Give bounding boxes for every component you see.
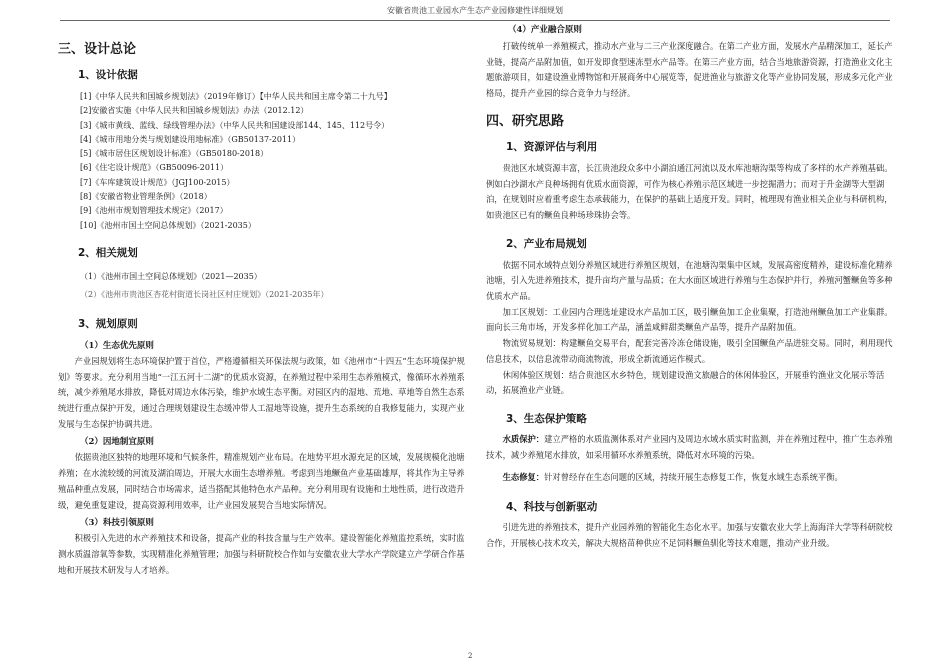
page-number: 2 [468,652,473,660]
section-title-research: 四、研究思路 [486,113,565,129]
principle-ecology-text: 产业园规划将生态环境保护置于首位，严格遵循相关环保法规与政策，如《池州市“十四五”生态环境保护规划》等要求。充分利用当地“一江五河十二湖”的优质水资源，在养殖过程中采用生态养殖模式，像循环水养殖系统，减少养殖尾水排放，降低对周边水体污染，维护水域生态平衡。对园区内的湿地、荒地、草地等自然生态系统进行重点保护开发，通过合理规划建设生态缓冲带人工湿地等设施，提升生态系统的自我修复能力，实现产业发展与生态保护协调共进。 [58,355,465,429]
layout-logistics-text: 物流贸易规划：构建鳜鱼交易平台，配套完善冷冻仓储设施，吸引全国鳜鱼产品进驻交易。同时，利用现代信息技术，以信息流带动商流物流，形成全新流通运作模式。 [486,338,893,364]
layout-breeding-text: 依据不同水域特点划分养殖区域进行养殖区规划，在池塘沟渠集中区域，发展高密度精养，建设标准化精养池塘，引入先进养殖技术，提升亩均产量与品质；在大水面区域进行养殖与生态保护并行，养殖河蟹鳜鱼等多种优质水产品。 [486,259,893,302]
basis-item: [8]《安徽省物业管理条例》（2018） [80,192,212,202]
principle-integration-text: 打破传统单一养殖模式，推动水产业与二三产业深度融合。在第二产业方面，发展水产品精深加工，延长产业链，提高产品附加值，如开发即食型速冻型水产品等。在第三产业方面，结合当地旅游资源，打造渔业文化主题旅游项目，如建设渔业博物馆和开展商务中心展览等，促进渔业与旅游文化等产业协同发展，形成多元化产业格局，提升产业园的综合竞争力与经济。 [486,41,893,99]
tech-text: 引进先进的养殖技术，提升产业园养殖的智能化生态化水平。加强与安徽农业大学上海海洋大学等科研院校合作，开展核心技术攻关，解决大规格苗种供应不足饲料鳜鱼驯化等技术难题，推动产业升级。 [486,522,893,548]
basis-item: [5]《城市居住区规划设计标准》（GB50180-2018） [80,149,269,159]
basis-list [58,90,468,233]
heading-tech: 4、科技与创新驱动 [506,501,598,514]
heading-related-plans: 2、相关规划 [78,246,138,259]
page-header [60,4,890,21]
basis-item: [2]安徽省实施《中华人民共和国城乡规划法》办法（2012.12） [80,106,309,116]
heading-principles: 3、规划原则 [78,317,138,330]
heading-resources: 1、资源评估与利用 [506,140,598,153]
layout-processing-text: 加工区规划：工业园内合理选址建设水产品加工区，吸引鳜鱼加工企业集聚，打造池州鳜鱼加工产业集群。面向长三角市场，开发多样化加工产品，涵盖咸鲜甜类鳜鱼产品等，提升产品附加值。 [486,306,893,333]
section-title-design: 三、设计总论 [58,42,137,57]
water-protection-body: 建立严格的水质监测体系对产业园内及周边水域水质实时监测，并在养殖过程中，推广生态养殖技术，减少养殖尾水排放，如采用循环水养殖系统，降低对水环境的污染。 [486,433,893,460]
basis-item: [10]《池州市国土空间总体规划》（2021-2035） [80,220,256,230]
basis-item: [4]《城市用地分类与规划建设用地标准》（GB50137-2011） [80,134,301,144]
basis-item: [9]《池州市规划管理技术规定》（2017） [80,206,228,216]
header-title: 安徽省贵池工业园水产生态产业园修建性详细规划 [387,6,563,15]
water-protection-text [486,432,898,463]
eco-restoration-label: 生态修复： [502,472,545,483]
basis-item: [3]《城市黄线、蓝线、绿线管理办法》（中华人民共和国建设部144、145、112号令） [80,120,390,130]
water-protection-label: 水质保护： [502,433,545,444]
related-item: （1）《池州市国土空间总体规划》（2021—2035） [80,271,262,281]
principle-tech-title: （3）科技引领原则 [80,518,154,529]
related-list [58,268,468,304]
heading-protection: 3、生态保护策略 [506,412,587,425]
basis-item: [6]《住宅设计规范》（GB50096-2011） [80,163,229,173]
right-column [486,24,898,551]
principle-integration-title: （4）产业融合原则 [508,25,582,35]
layout-leisure-text: 休闲体验区规划：结合贵池区水乡特色，规划建设渔文旅融合的休闲体验区，开展垂钓渔业文化展示等活动，拓展渔业产业链。 [486,369,885,396]
resources-text: 贵池区水域资源丰富，长江贵池段众多中小湖泊通江河流以及水库池塘沟渠等构成了多样的水产养殖基础。例如白沙湖水产良种场拥有优质水面资源，可作为核心养殖示范区域进一步挖掘潜力；而对于升金湖等大型湖泊，在规划时应着重考虑生态承载能力，在保护的基础上适度开发。同时，梳理现有渔业相关企业与科研机构，如贵池区已有的鳜鱼良种场珍珠协会等。 [486,162,893,220]
principle-local-text: 依据贵池区独特的地理环境和气候条件，精准规划产业布局。在地势平坦水源充足的区域，发展规模化池塘养殖；在水流较缓的河流及湖泊周边，开展大水面生态增养殖。考虑到当地鳜鱼产业基础雄厚，将其作为主导养殖品种重点发展，同时结合市场需求，适当搭配其他特色水产品种。充分利用现有设施和土地性质，进行改造升级，避免重复建设，提高资源利用效率，让产业园发展契合当地实际情况。 [58,452,465,510]
basis-item: [1]《中华人民共和国城乡规划法》（2019年修订）【中华人民共和国主席令第二十九号】 [80,92,392,101]
eco-restoration-body: 针对曾经存在生态问题的区域，持续开展生态修复工作，恢复水域生态系统平衡。 [544,472,843,483]
related-item: （2）《池州市贵池区杏花村街道长岗社区村庄规划》（2021-2035年） [80,289,329,299]
left-column [58,24,468,578]
principle-local-title: （2）因地制宜原则 [80,437,154,448]
heading-layout: 2、产业布局规划 [506,237,587,250]
heading-design-basis: 1、设计依据 [78,69,138,81]
eco-restoration-text [486,470,898,486]
principle-ecology-title: （1）生态优先原则 [80,340,154,351]
principle-tech-text: 积极引入先进的水产养殖技术和设备，提高产业的科技含量与生产效率。建设智能化养殖监控系统，实时监测水质温溶氧等参数，实现精准化养殖管理；加强与科研院校合作如与安徽农业大学水产学院建立产学研合作基地和开展技术研发与人才培养。 [58,533,465,575]
basis-item: [7]《车库建筑设计规范》（JGJ100-2015） [80,177,235,187]
